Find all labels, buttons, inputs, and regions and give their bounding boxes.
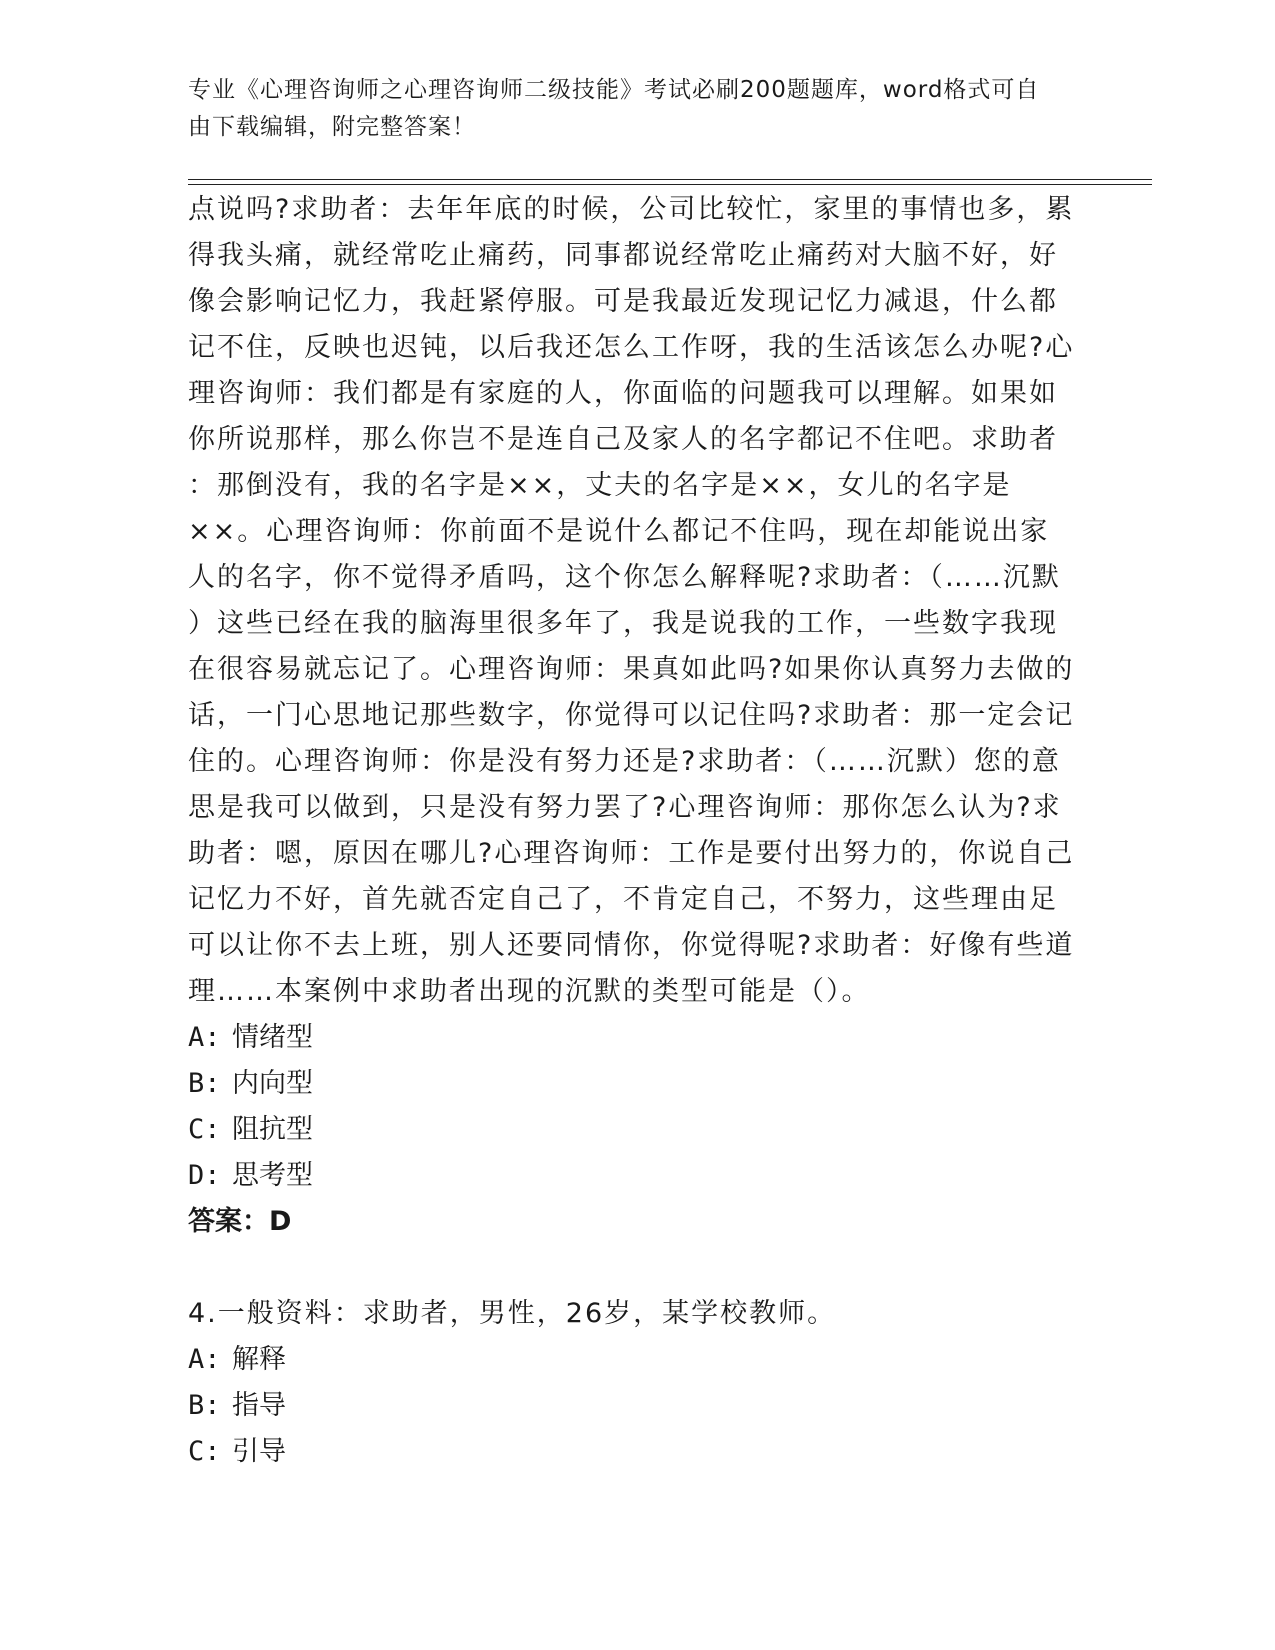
document-body	[188, 187, 1088, 1475]
option-b	[188, 1061, 1088, 1107]
option-letter: B:	[188, 1068, 221, 1099]
text-line: ：那倒没有，我的名字是××，丈夫的名字是××，女儿的名字是	[188, 470, 1012, 501]
option-letter: C:	[188, 1114, 221, 1145]
option-a	[188, 1337, 1088, 1383]
header-line: 由下载编辑，附完整答案！	[188, 114, 476, 140]
question-4-options	[188, 1337, 1088, 1475]
text-line: 住的。心理咨询师：你是没有努力还是?求助者：（……沉默）您的意	[188, 746, 1061, 777]
option-text: 引导	[232, 1436, 286, 1467]
option-text: 内向型	[232, 1068, 313, 1099]
text-line: 理……本案例中求助者出现的沉默的类型可能是（）。	[188, 976, 871, 1007]
option-letter: A:	[188, 1022, 221, 1053]
text-line: 理咨询师：我们都是有家庭的人，你面临的问题我可以理解。如果如	[188, 378, 1058, 409]
option-d	[188, 1153, 1088, 1199]
header-line: 专业《心理咨询师之心理咨询师二级技能》考试必刷200题题库，word格式可自	[188, 77, 1040, 103]
text-line: 人的名字，你不觉得矛盾吗，这个你怎么解释呢?求助者：（……沉默	[188, 562, 1061, 593]
question-3-answer: 答案：D	[188, 1206, 292, 1237]
header-divider	[188, 184, 1152, 185]
text-line: 记忆力不好，首先就否定自己了，不肯定自己，不努力，这些理由足	[188, 884, 1058, 915]
option-letter: C:	[188, 1436, 221, 1467]
header-divider	[188, 179, 1152, 180]
text-line: 可以让你不去上班，别人还要同情你，你觉得呢?求助者：好像有些道	[188, 930, 1075, 961]
text-line: 思是我可以做到，只是没有努力罢了?心理咨询师：那你怎么认为?求	[188, 792, 1062, 823]
question-spacer	[188, 1245, 1088, 1291]
text-line: 记不住，反映也迟钝，以后我还怎么工作呀，我的生活该怎么办呢?心	[188, 332, 1075, 363]
text-line: 话，一门心思地记那些数字，你觉得可以记住吗?求助者：那一定会记	[188, 700, 1075, 731]
text-line: 你所说那样，那么你岂不是连自己及家人的名字都记不住吧。求助者	[188, 424, 1058, 455]
option-letter: B:	[188, 1390, 221, 1421]
text-line: 助者：嗯，原因在哪儿?心理咨询师：工作是要付出努力的，你说自己	[188, 838, 1075, 869]
option-letter: D:	[188, 1160, 221, 1191]
document-header	[188, 72, 1088, 146]
question-3-stem	[188, 187, 1088, 1015]
option-text: 解释	[232, 1344, 286, 1375]
text-line: ××。心理咨询师：你前面不是说什么都记不住吗，现在却能说出家	[188, 516, 1050, 547]
text-line: ）这些已经在我的脑海里很多年了，我是说我的工作，一些数字我现	[188, 608, 1058, 639]
option-text: 阻抗型	[232, 1114, 313, 1145]
question-3-options	[188, 1015, 1088, 1199]
option-c	[188, 1429, 1088, 1475]
option-text: 情绪型	[232, 1022, 313, 1053]
text-line: 像会影响记忆力，我赶紧停服。可是我最近发现记忆力减退，什么都	[188, 286, 1058, 317]
option-text: 指导	[232, 1390, 286, 1421]
question-4-stem: 4.一般资料：求助者，男性，26岁，某学校教师。	[188, 1298, 837, 1329]
text-line: 在很容易就忘记了。心理咨询师：果真如此吗?如果你认真努力去做的	[188, 654, 1075, 685]
option-c	[188, 1107, 1088, 1153]
option-text: 思考型	[232, 1160, 313, 1191]
text-line: 点说吗?求助者：去年年底的时候，公司比较忙，家里的事情也多，累	[188, 194, 1075, 225]
option-letter: A:	[188, 1344, 221, 1375]
option-b	[188, 1383, 1088, 1429]
option-a	[188, 1015, 1088, 1061]
text-line: 得我头痛，就经常吃止痛药，同事都说经常吃止痛药对大脑不好，好	[188, 240, 1058, 271]
